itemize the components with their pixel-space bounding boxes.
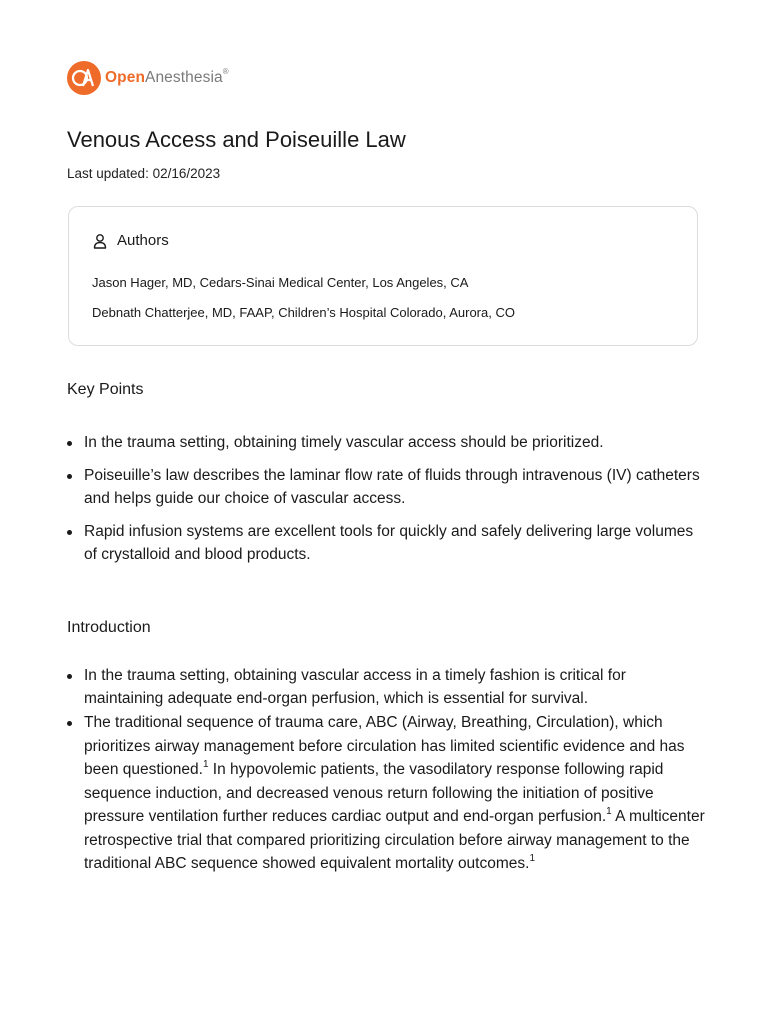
authors-card	[68, 206, 698, 346]
bullet-icon	[67, 530, 72, 535]
person-icon	[92, 233, 108, 249]
reference-superscript[interactable]: 1	[529, 852, 536, 864]
list-item	[67, 711, 707, 876]
author-line: Jason Hager, MD, Cedars-Sinai Medical Center, Los Angeles, CA	[92, 275, 469, 290]
openanesthesia-logo-mark	[67, 61, 101, 95]
list-item-text-part: The traditional sequence of trauma care, ABC (Airway, Breathing, Circulation), which prioritizes airway management before circulation has limited scientific evidence and has been questioned.	[84, 714, 685, 778]
last-updated: Last updated: 02/16/2023	[67, 166, 221, 181]
key-points-heading: Key Points	[67, 381, 144, 398]
list-item-text-part: In hypovolemic patients, the vasodilatory response following rapid sequence induction, and decreased venous return following the initiation of positive pressure ventilation further reduces cardiac output and end-organ perfusion.	[84, 761, 664, 825]
introduction-heading: Introduction	[67, 619, 151, 636]
registered-mark: ®	[222, 67, 229, 77]
list-item-text-part: A multicenter retrospective trial that compared prioritizing circulation before airway management to the traditional ABC sequence showed equivalent mortality outcomes.	[84, 808, 705, 872]
bullet-icon	[67, 474, 72, 479]
reference-superscript[interactable]: 1	[606, 805, 612, 817]
list-item-text: Poiseuille’s law describes the laminar flow rate of fluids through intravenous (IV) catheters and helps guide our choice of vascular access.	[84, 467, 700, 507]
authors-header	[92, 232, 169, 249]
list-item	[67, 664, 707, 710]
brand-logo[interactable]	[67, 61, 229, 95]
list-item	[67, 464, 707, 510]
list-item-text: Rapid infusion systems are excellent tools for quickly and safely delivering large volumes of crystalloid and blood products.	[84, 523, 694, 563]
brand-name-anesthesia: Anesthesia	[145, 69, 223, 87]
reference-superscript[interactable]: 1	[202, 758, 209, 770]
author-line: Debnath Chatterjee, MD, FAAP, Children’s Hospital Colorado, Aurora, CO	[92, 305, 515, 320]
key-points-list	[67, 431, 707, 576]
list-item-text: In the trauma setting, obtaining vascular access in a timely fashion is critical for maintaining adequate end-organ perfusion, which is essential for survival.	[84, 667, 626, 707]
list-item	[67, 520, 707, 566]
page-title: Venous Access and Poiseuille Law	[67, 127, 406, 152]
introduction-list	[67, 664, 707, 877]
authors-label: Authors	[117, 232, 169, 249]
brand-name	[105, 67, 229, 87]
brand-name-open: Open	[105, 69, 146, 87]
list-item-text: In the trauma setting, obtaining timely vascular access should be prioritized.	[84, 434, 604, 451]
bullet-icon	[67, 674, 72, 679]
list-item	[67, 431, 707, 454]
bullet-icon	[67, 441, 72, 446]
bullet-icon	[67, 721, 72, 726]
